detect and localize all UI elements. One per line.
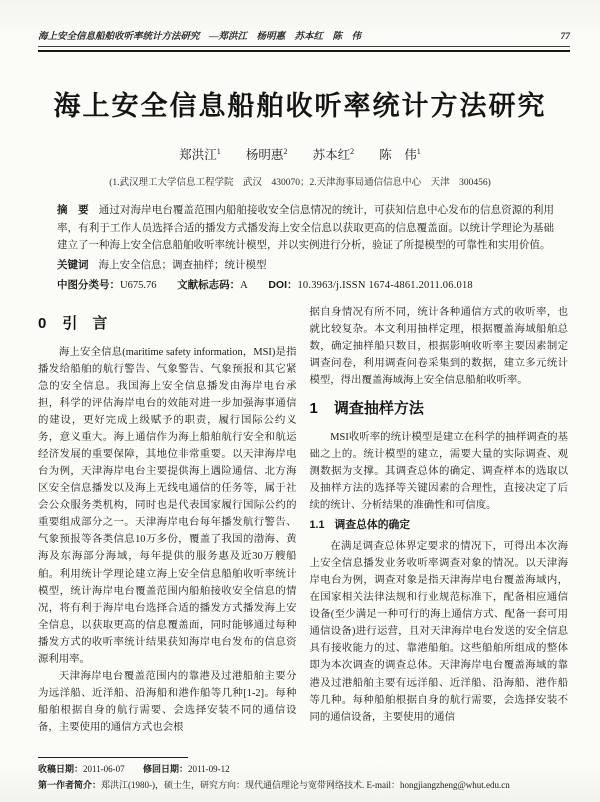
paragraph-continuation: 据自身情况有所不同，统计各种通信方式的收听率，也就比较复杂。本文利用抽样定理，根据覆盖海域船舶总数，确定抽样船只数目，根据影响收听率主要因素制定调查问卷，利用调查问卷采集到的数据，建立多元统计模型，得出覆盖海域海上安全信息船舶收听率。 <box>309 307 568 387</box>
author <box>246 148 288 162</box>
author <box>313 148 355 162</box>
section-1-heading <box>310 397 569 422</box>
section-number: 1 <box>309 400 318 418</box>
author-name: 郑洪江 <box>179 148 217 162</box>
author-line <box>0 145 600 163</box>
header-rule-thin <box>38 46 570 47</box>
section-number: 0 <box>38 315 47 333</box>
classification-line <box>57 277 554 295</box>
footnote-rule <box>38 757 188 758</box>
subsection-title: 调查总体的确定 <box>334 519 411 532</box>
author-name: 苏本红 <box>312 148 351 162</box>
keywords-label: 关键词 <box>57 258 89 271</box>
revised-date <box>143 764 230 774</box>
clc-segment <box>57 280 156 291</box>
two-column-body <box>38 304 568 776</box>
header-rule-thick <box>38 50 570 52</box>
doc-code-value: A <box>240 279 248 291</box>
paragraph: 在满足调查总体界定要求的情况下，可得出本次海上安全信息播发业务收听率调查对象的情况。以天津海岸电台为例，调查对象是指天津海岸电台覆盖海域内，在国家相关法律法规和行业规范标准下，配备相应通信设备(至少满足一种可行的海上通信方式、配备一套可用通信设备)进行运营，且对天津海岸电台发送的安全信息具有接收能力的过、靠港船舶。这些船舶所组成的整体即为本次调查的调查总体。天津海岸电台覆盖海域的靠港及过港船舶主要有远洋船、近洋船、沿海船、港作船等几种。每种船舶根据自身的航行需要，会选择安装不同的通信设备，主要使用的通信 <box>309 541 568 723</box>
author <box>179 148 221 162</box>
received-value: 2011-06-07 <box>83 764 125 775</box>
paragraph: MSI收听率的统计模型是建立在科学的抽样调查的基础之上的。统计模型的建立，需要大量的实际调查、观测数据为支撑。其调查总体的确定、调查样本的选取以及抽样方法的选择等关键因素的合理性，直接决定了后续的统计、分析结果的准确性和可信度。 <box>309 432 568 512</box>
bio-label: 第一作者简介： <box>38 779 102 790</box>
author-name: 陈 伟 <box>379 148 417 162</box>
clc-value: U675.76 <box>120 279 157 291</box>
keywords <box>57 257 554 275</box>
running-title: 海上安全信息船舶收听率统计方法研究 —郑洪江 杨明惠 苏本红 陈 伟 <box>38 32 362 42</box>
section-1-1-heading <box>310 517 569 535</box>
revised-value: 2011-09-12 <box>187 764 230 775</box>
abstract-label: 摘 要 <box>57 204 89 216</box>
left-column <box>38 304 297 776</box>
author-affil-sup: 2 <box>283 146 288 156</box>
abstract <box>57 202 554 255</box>
clc-label: 中图分类号： <box>57 278 120 291</box>
paragraph: 天津海岸电台覆盖范围内的靠港及过港船舶主要分为远洋船、近洋船、沿海船和港作船等几种[1-2]。每种船舶根据自身的航行需要、会选择安装不同的通信设备，主要使用的通信方式也会根 <box>38 670 297 734</box>
author-affil-sup: 1 <box>416 146 421 156</box>
running-head <box>38 28 570 42</box>
section-title: 调查抽样方法 <box>333 400 424 418</box>
received-label: 收稿日期： <box>38 764 84 775</box>
header-rules <box>38 46 570 52</box>
doi-value: 10.3963/j.ISSN 1674-4861.2011.06.018 <box>297 279 473 291</box>
section-title: 引 言 <box>62 315 108 333</box>
author-name: 杨明惠 <box>245 148 284 162</box>
abstract-text: 通过对海岸电台覆盖范围内船舶接收安全信息情况的统计，可获知信息中心发布的信息资源的利用率，有利于工作人员选择合适的播发方式播发海上安全信息以获取更高的信息覆盖面。以统计学理论为基础建立了一种海上安全信息船舶收听率统计模型，并以实例进行分析，验证了所提模型的可靠性和实用价值。 <box>57 205 555 252</box>
page-number: 77 <box>560 32 570 42</box>
bio-text: 郑洪江(1980-)，硕士生，研究方向：现代通信理论与宽带网络技术. E-mail：hongjiangzheng@whut.edu.cn <box>101 779 510 790</box>
received-date <box>38 764 125 774</box>
footnote-block <box>38 755 297 776</box>
subsection-number: 1.1 <box>309 519 325 532</box>
paragraph: 海上安全信息(maritime safety information，MSI)是指播发给船舶的航行警告、气象警告、气象预报和其它紧急的安全信息。我国海上安全信息播发由海岸电台承担，科学的评估海岸电台的效能对进一步加强海事通信的建设，更好完成上级赋予的职责，履行国际公约义务，意义重大。海上通信作为海上船舶航行安全和航运经济发展的重要保障，其地位非常重要。以天津海岸电台为例，天津海岸电台主要提供海上遇险通信、北方海区安全信息播发以及海上无线电通信的任务等，属于社会公众服务类机构，同时也是代表国家履行国际公约的重要组成部分之一。天津海岸电台每年播发航行警告、气象预报等各类信息10万多份，覆盖了我国的渤海、黄海及东海部分海域，每年提供的服务惠及近30万艘船舶。利用统计学理论建立海上安全信息船舶收听率统计模型，统计海岸电台覆盖范围内船舶接收安全信息的情况，将有利于海岸电台选择合适的播发方式播发海上安全信息，以获取更高的信息覆盖面，同时能够通过每种播发方式的收听率统计结果获知海岸电台发布的信息资源利用率。 <box>38 346 297 665</box>
right-column <box>310 304 569 776</box>
doi-label: DOI： <box>268 278 298 291</box>
doi-segment <box>268 280 473 291</box>
keywords-text: 海上安全信息；调查抽样；统计模型 <box>98 259 267 271</box>
doc-code-segment <box>177 280 248 291</box>
author-affil-sup: 2 <box>350 146 355 156</box>
author <box>379 148 421 162</box>
revised-label: 修回日期： <box>142 764 188 775</box>
front-matter <box>57 202 554 294</box>
author-affil-sup: 1 <box>216 146 221 156</box>
author-bio-line <box>38 779 570 793</box>
affiliation-line: (1.武汉理工大学信息工程学院 武汉 430070；2.天津海事局通信信息中心 天津 300456) <box>109 178 491 188</box>
doc-code-label: 文献标志码： <box>177 278 241 291</box>
section-0-heading <box>38 312 297 337</box>
dates-line <box>38 762 297 776</box>
article-title: 海上安全信息船舶收听率统计方法研究 <box>53 91 547 121</box>
